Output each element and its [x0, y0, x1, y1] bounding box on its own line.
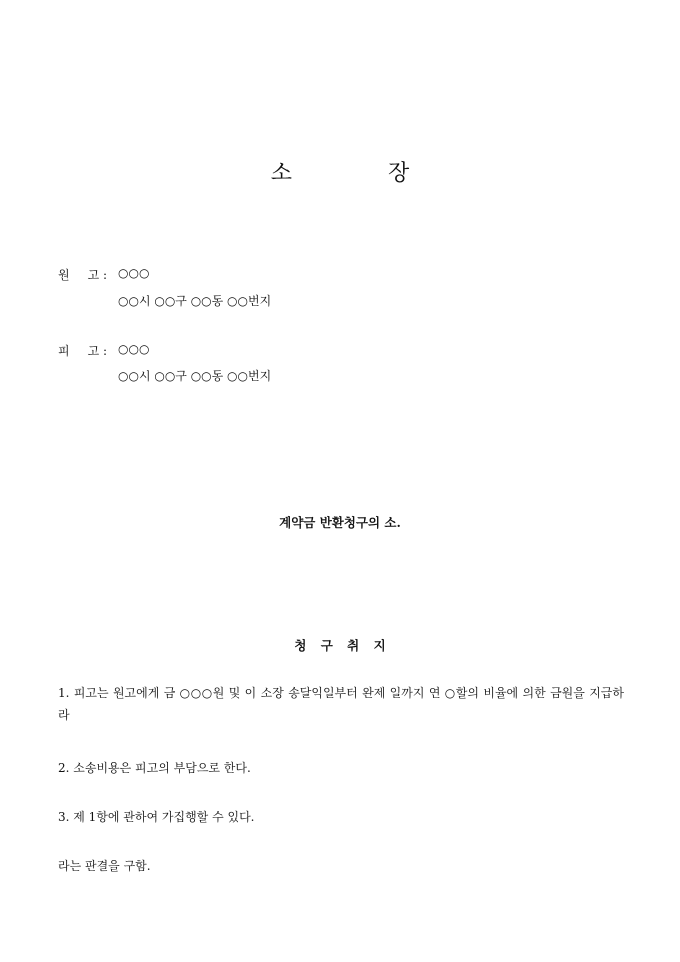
plaintiff-name: ○○○ — [118, 266, 150, 280]
defendant-label-second: 고 — [87, 344, 100, 358]
claim-item-3: 3. 제 1항에 관하여 가집행할 수 있다. — [58, 810, 255, 824]
claim-item-2: 2. 소송비용은 피고의 부담으로 한다. — [58, 761, 251, 775]
defendant-address: ○○시 ○○구 ○○동 ○○번지 — [118, 369, 272, 383]
plaintiff-address: ○○시 ○○구 ○○동 ○○번지 — [118, 294, 272, 308]
title-left-char: 소 — [270, 161, 292, 186]
document-title — [0, 156, 680, 187]
defendant-separator: : — [103, 344, 108, 358]
case-name: 계약금 반환청구의 소. — [279, 515, 401, 530]
defendant-name: ○○○ — [118, 342, 150, 356]
title-right-char: 장 — [388, 161, 410, 186]
plaintiff-label-first: 원 — [58, 268, 70, 282]
plaintiff-label — [58, 266, 107, 283]
plaintiff-label-second: 고 — [87, 268, 100, 282]
plaintiff-separator: : — [103, 268, 108, 282]
defendant-label-first: 피 — [58, 344, 70, 358]
defendant-label — [58, 342, 107, 359]
section-heading: 청 구 취 지 — [294, 638, 386, 653]
closing-statement: 라는 판결을 구함. — [58, 859, 151, 873]
claim-item-1: 1. 피고는 원고에게 금 ○○○원 및 이 소장 송달익일부터 완제 일까지 연 ○할의 비율에 의한 금원을 지급하라 — [58, 686, 624, 722]
